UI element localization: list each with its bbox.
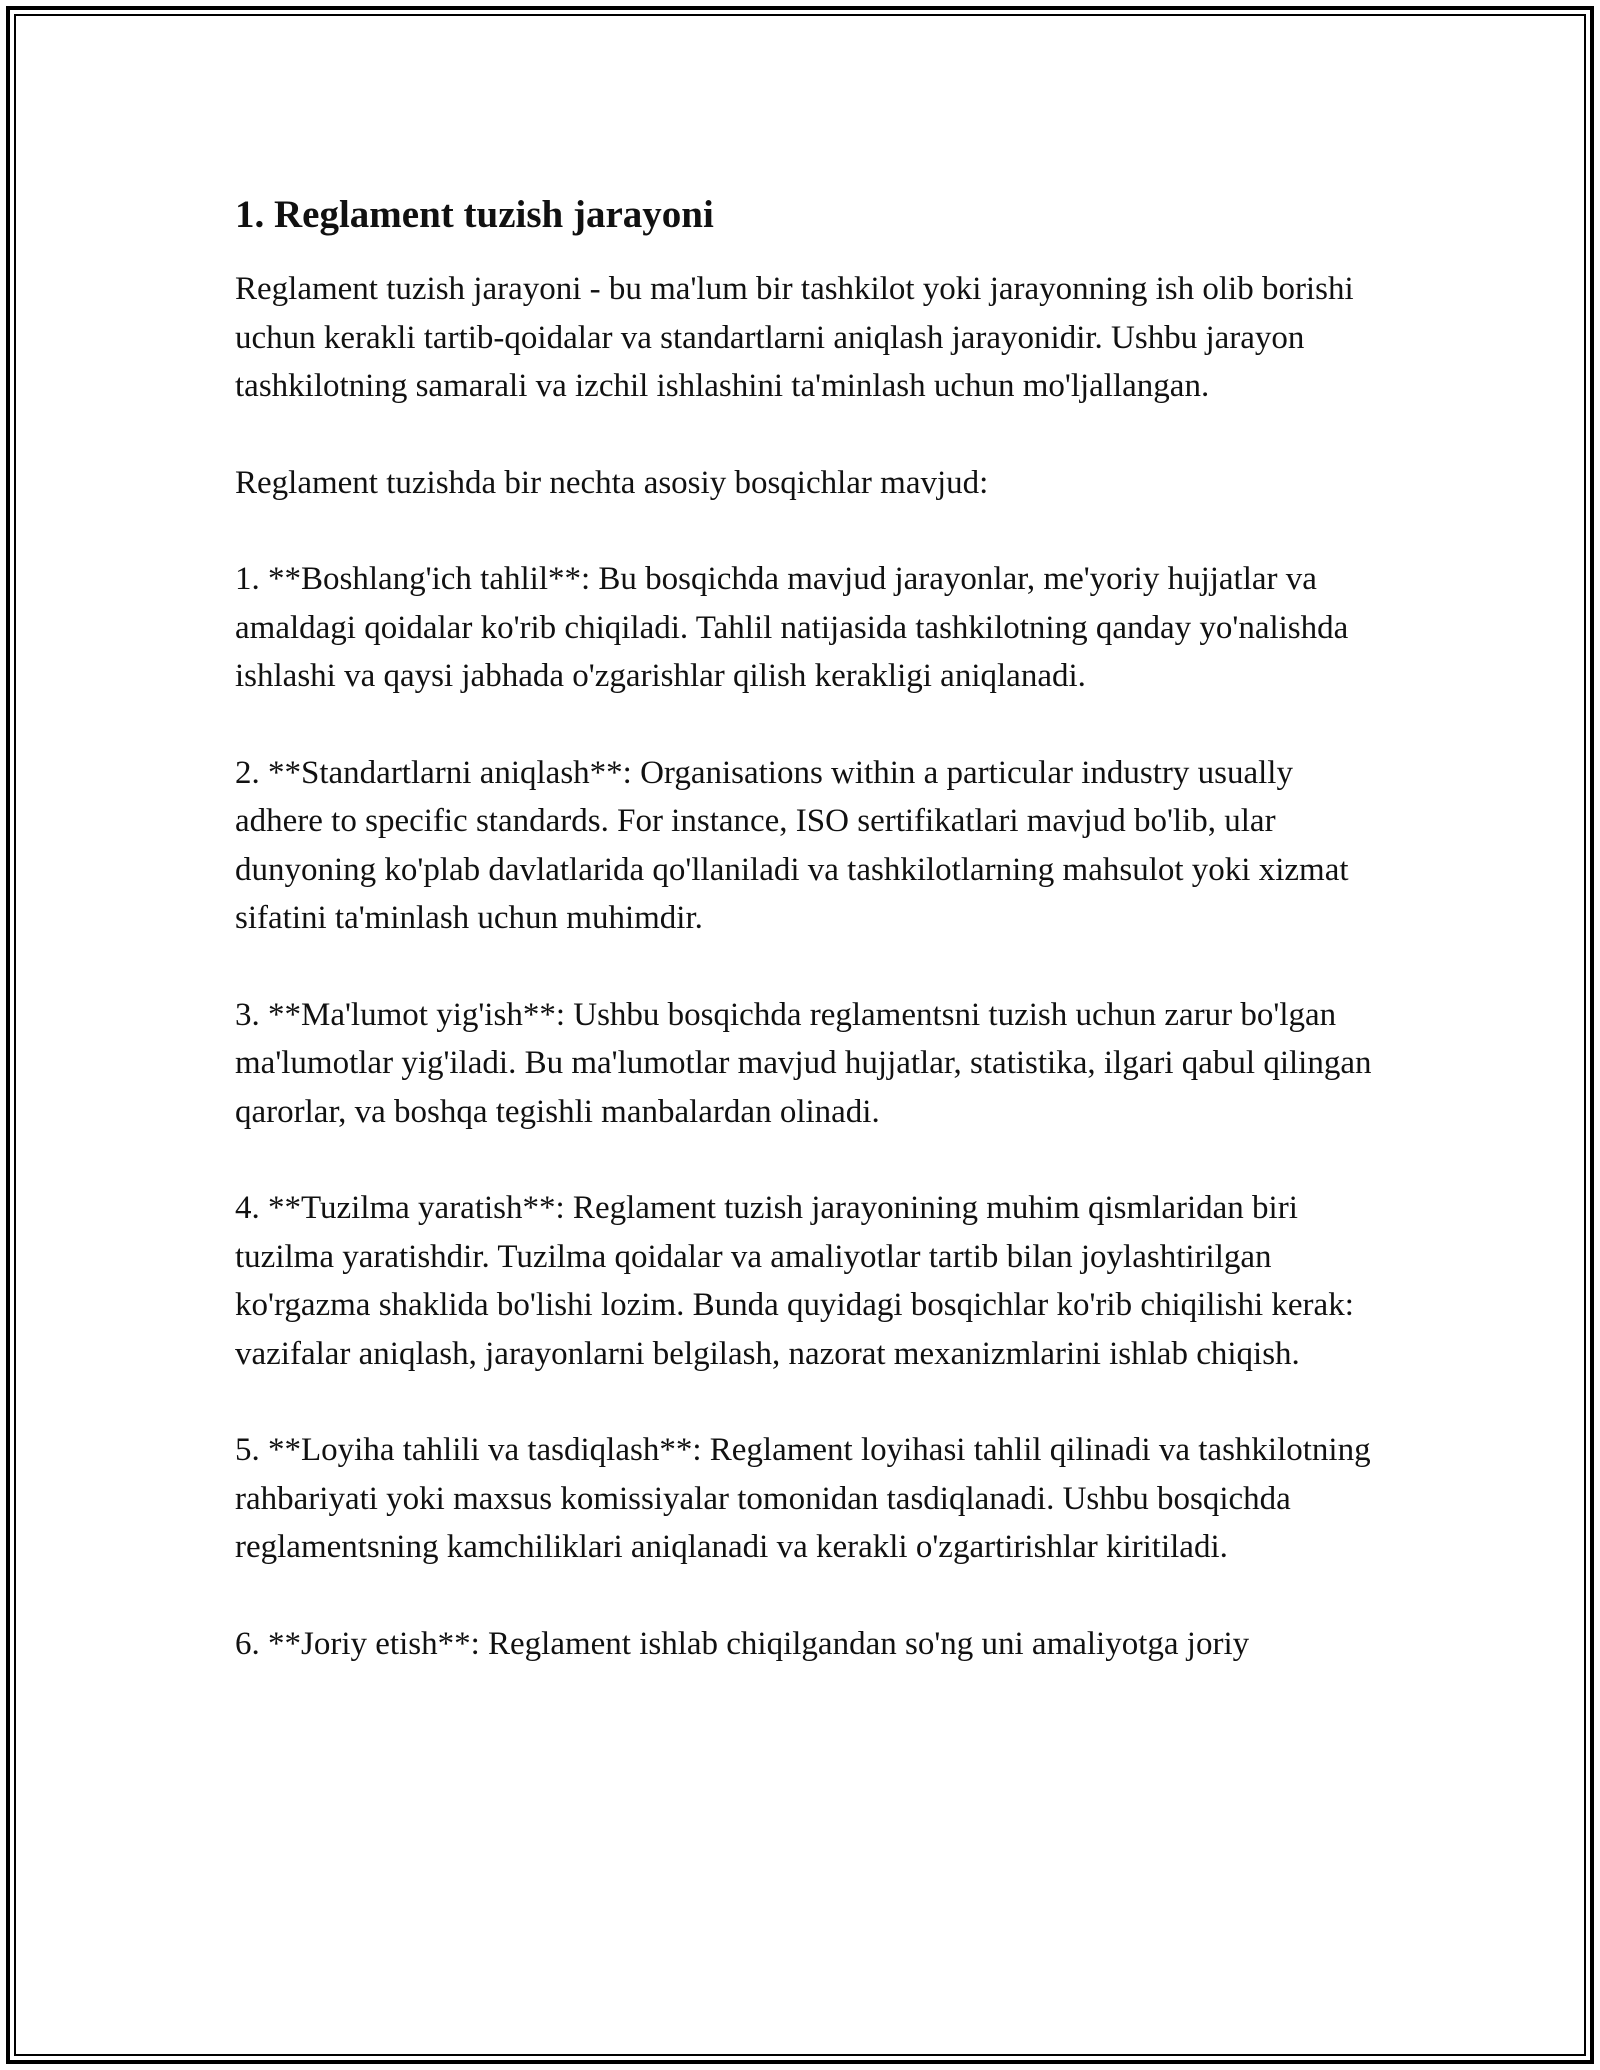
step-2-paragraph: 2. **Standartlarni aniqlash**: Organisations within a particular industry usually adhere to specific standards. For instance, ISO sertifikatlari mavjud bo'lib, ular dunyoning ko'plab davlatlarida qo'llaniladi va tashkilotlarning mahsulot yoki xizmat sifatini ta'minlash uchun muhimdir. [235, 754, 1349, 936]
step-6-paragraph: 6. **Joriy etish**: Reglament ishlab chiqilgandan so'ng uni amaliyotga joriy [235, 1625, 1250, 1662]
steps-intro-paragraph: Reglament tuzishda bir nechta asosiy bosqichlar mavjud: [235, 464, 989, 501]
document-body [235, 183, 1385, 1716]
step-5-paragraph: 5. **Loyiha tahlili va tasdiqlash**: Reglament loyihasi tahlil qilinadi va tashkilotning rahbariyati yoki maxsus komissiyalar tomonidan tasdiqlanadi. Ushbu bosqichda reglamentsning kamchiliklari aniqlanadi va kerakli o'zgartirishlar kiritiladi. [235, 1432, 1371, 1565]
step-4-paragraph: 4. **Tuzilma yaratish**: Reglament tuzish jarayonining muhim qismlaridan biri tuzilma yaratishdir. Tuzilma qoidalar va amaliyotlar tartib bilan joylashtirilgan ko'rgazma shaklida bo'lishi lozim. Bunda quyidagi bosqichlar ko'rib chiqilishi kerak: vazifalar aniqlash, jarayonlarni belgilash, nazorat mexanizmlarini ishlab chiqish. [235, 1190, 1354, 1372]
step-3-paragraph: 3. **Ma'lumot yig'ish**: Ushbu bosqichda reglamentsni tuzish uchun zarur bo'lgan ma'lumotlar yig'iladi. Bu ma'lumotlar mavjud hujjatlar, statistika, ilgari qabul qilingan qarorlar, va boshqa tegishli manbalardan olinadi. [235, 996, 1372, 1130]
intro-paragraph: Reglament tuzish jarayoni - bu ma'lum bir tashkilot yoki jarayonning ish olib borishi uchun kerakli tartib-qoidalar va standartlarni aniqlash jarayonidir. Ushbu jarayon tashkilotning samarali va izchil ishlashini ta'minlash uchun mo'ljallangan. [235, 271, 1354, 404]
document-title: 1. Reglament tuzish jarayoni [235, 193, 714, 236]
step-1-paragraph: 1. **Boshlang'ich tahlil**: Bu bosqichda mavjud jarayonlar, me'yoriy hujjatlar va amaldagi qoidalar ko'rib chiqiladi. Tahlil natijasida tashkilotning qanday yo'nalishda ishlashi va qaysi jabhada o'zgarishlar qilish kerakligi aniqlanadi. [235, 561, 1349, 694]
